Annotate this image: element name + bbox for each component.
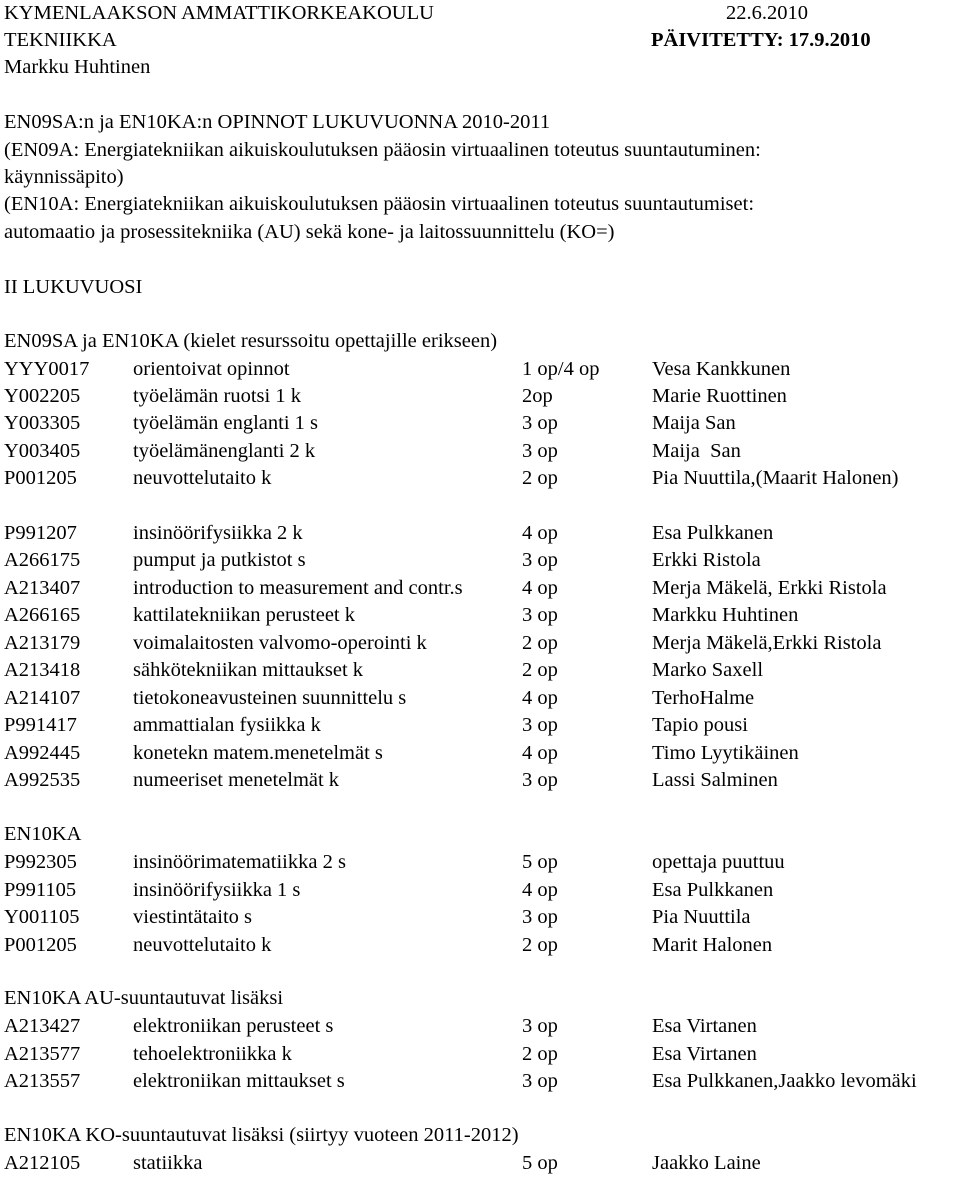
course-code: A266175 — [4, 549, 81, 571]
course-name: elektroniikan perusteet s — [133, 1015, 334, 1037]
course-name: työelämän ruotsi 1 k — [133, 385, 301, 407]
course-teacher: Timo Lyytikäinen — [652, 742, 799, 764]
course-teacher: Esa Virtanen — [652, 1015, 757, 1037]
course-code: A213427 — [4, 1015, 81, 1037]
course-row — [0, 852, 960, 879]
course-teacher: Marko Saxell — [652, 659, 764, 681]
course-name: sähkötekniikan mittaukset k — [133, 659, 364, 681]
course-credits: 4 op — [522, 879, 558, 901]
course-credits: 2 op — [522, 467, 558, 489]
course-code: P992305 — [4, 851, 77, 873]
course-code: P001205 — [4, 467, 77, 489]
course-credits: 2 op — [522, 632, 558, 654]
course-teacher: Esa Pulkkanen — [652, 879, 774, 901]
course-code: Y002205 — [4, 385, 81, 407]
course-code: P991105 — [4, 879, 77, 901]
course-row — [0, 1044, 960, 1071]
course-teacher: Jaakko Laine — [652, 1152, 761, 1174]
course-credits: 3 op — [522, 906, 558, 928]
course-code: P991417 — [4, 714, 77, 736]
course-row — [0, 880, 960, 907]
course-name: työelämän englanti 1 s — [133, 412, 319, 434]
course-name: tietokoneavusteinen suunnittelu s — [133, 687, 407, 709]
course-row — [0, 715, 960, 742]
course-credits: 4 op — [522, 742, 558, 764]
section-heading-ko: EN10KA KO-suuntautuvat lisäksi (siirtyy vuoteen 2011-2012) — [4, 1124, 519, 1146]
course-name: neuvottelutaito k — [133, 934, 272, 956]
course-teacher: Vesa Kankkunen — [652, 358, 791, 380]
course-name: kattilatekniikan perusteet k — [133, 604, 356, 626]
document-date: 22.6.2010 — [726, 2, 808, 24]
course-name: insinöörimatematiikka 2 s — [133, 851, 346, 873]
course-row — [0, 660, 960, 687]
course-code: A213407 — [4, 577, 81, 599]
course-teacher: Erkki Ristola — [652, 549, 761, 571]
updated-date: PÄIVITETTY: 17.9.2010 — [651, 29, 871, 51]
course-credits: 5 op — [522, 851, 558, 873]
course-name: numeeriset menetelmät k — [133, 769, 340, 791]
intro-line-1: (EN09A: Energiatekniikan aikuiskoulutuksen pääosin virtuaalinen toteutus suuntautuminen: — [4, 139, 761, 161]
intro-line-4: automaatio ja prosessitekniika (AU) sekä kone- ja laitossuunnittelu (KO=) — [4, 221, 615, 243]
unit-name: TEKNIIKKA — [4, 29, 117, 51]
intro-line-2: käynnissäpito) — [4, 166, 124, 188]
course-code: A213418 — [4, 659, 81, 681]
course-credits: 3 op — [522, 714, 558, 736]
course-row — [0, 907, 960, 934]
course-credits: 2 op — [522, 1043, 558, 1065]
course-code: P001205 — [4, 934, 77, 956]
course-credits: 3 op — [522, 412, 558, 434]
course-teacher: Esa Virtanen — [652, 1043, 757, 1065]
course-row — [0, 1016, 960, 1043]
course-code: Y003305 — [4, 412, 81, 434]
course-teacher: Esa Pulkkanen,Jaakko levomäki — [652, 1070, 917, 1092]
course-row — [0, 413, 960, 440]
course-credits: 3 op — [522, 1015, 558, 1037]
course-credits: 1 op/4 op — [522, 358, 600, 380]
course-code: A213557 — [4, 1070, 81, 1092]
course-code: A992445 — [4, 742, 81, 764]
course-name: voimalaitosten valvomo-operointi k — [133, 632, 427, 654]
course-teacher: Maija San — [652, 440, 741, 462]
course-credits: 3 op — [522, 1070, 558, 1092]
author-name: Markku Huhtinen — [4, 56, 151, 78]
course-teacher: Pia Nuuttila,(Maarit Halonen) — [652, 467, 899, 489]
course-credits: 5 op — [522, 1152, 558, 1174]
course-row — [0, 633, 960, 660]
course-code: A266165 — [4, 604, 81, 626]
course-code: YYY0017 — [4, 358, 90, 380]
course-row — [0, 605, 960, 632]
course-name: neuvottelutaito k — [133, 467, 272, 489]
course-teacher: Markku Huhtinen — [652, 604, 799, 626]
course-name: konetekn matem.menetelmät s — [133, 742, 383, 764]
course-credits: 4 op — [522, 522, 558, 544]
course-credits: 3 op — [522, 440, 558, 462]
course-code: Y001105 — [4, 906, 80, 928]
course-code: A214107 — [4, 687, 81, 709]
course-row — [0, 935, 960, 962]
course-row — [0, 441, 960, 468]
course-code: A992535 — [4, 769, 81, 791]
course-teacher: Merja Mäkelä, Erkki Ristola — [652, 577, 887, 599]
course-row — [0, 550, 960, 577]
course-row — [0, 688, 960, 715]
intro-line-3: (EN10A: Energiatekniikan aikuiskoulutuksen pääosin virtuaalinen toteutus suuntautumiset: — [4, 193, 755, 215]
section-heading-au: EN10KA AU-suuntautuvat lisäksi — [4, 987, 284, 1009]
year-heading: II LUKUVUOSI — [4, 276, 143, 298]
course-name: tehoelektroniikka k — [133, 1043, 292, 1065]
course-teacher: Marie Ruottinen — [652, 385, 787, 407]
document-title: EN09SA:n ja EN10KA:n OPINNOT LUKUVUONNA 2010-2011 — [4, 111, 551, 133]
course-row — [0, 1071, 960, 1098]
course-credits: 4 op — [522, 577, 558, 599]
course-code: Y003405 — [4, 440, 81, 462]
course-teacher: opettaja puuttuu — [652, 851, 785, 873]
course-credits: 3 op — [522, 769, 558, 791]
org-name: KYMENLAAKSON AMMATTIKORKEAKOULU — [4, 2, 434, 24]
course-name: työelämänenglanti 2 k — [133, 440, 316, 462]
course-row — [0, 770, 960, 797]
course-name: ammattialan fysiikka k — [133, 714, 321, 736]
course-credits: 2 op — [522, 659, 558, 681]
course-teacher: Esa Pulkkanen — [652, 522, 774, 544]
course-name: viestintätaito s — [133, 906, 252, 928]
course-credits: 3 op — [522, 604, 558, 626]
course-code: P991207 — [4, 522, 77, 544]
course-name: introduction to measurement and contr.s — [133, 577, 463, 599]
course-name: pumput ja putkistot s — [133, 549, 306, 571]
course-credits: 4 op — [522, 687, 558, 709]
course-name: insinöörifysiikka 1 s — [133, 879, 301, 901]
course-row — [0, 468, 960, 495]
course-name: orientoivat opinnot — [133, 358, 290, 380]
course-code: A213577 — [4, 1043, 81, 1065]
course-row — [0, 743, 960, 770]
course-teacher: Pia Nuuttila — [652, 906, 751, 928]
course-credits: 2op — [522, 385, 553, 407]
course-teacher: Tapio pousi — [652, 714, 748, 736]
course-row — [0, 386, 960, 413]
course-row — [0, 359, 960, 386]
course-credits: 3 op — [522, 549, 558, 571]
course-name: statiikka — [133, 1152, 203, 1174]
course-teacher: Merja Mäkelä,Erkki Ristola — [652, 632, 882, 654]
course-code: A212105 — [4, 1152, 81, 1174]
section-heading-shared: EN09SA ja EN10KA (kielet resurssoitu opettajille erikseen) — [4, 330, 498, 352]
course-row — [0, 523, 960, 550]
course-name: insinöörifysiikka 2 k — [133, 522, 303, 544]
course-row — [0, 1153, 960, 1180]
course-teacher: TerhoHalme — [652, 687, 755, 709]
course-teacher: Marit Halonen — [652, 934, 773, 956]
course-teacher: Lassi Salminen — [652, 769, 778, 791]
section-heading-en10ka: EN10KA — [4, 823, 82, 845]
course-name: elektroniikan mittaukset s — [133, 1070, 345, 1092]
course-credits: 2 op — [522, 934, 558, 956]
course-teacher: Maija San — [652, 412, 736, 434]
course-row — [0, 578, 960, 605]
course-code: A213179 — [4, 632, 81, 654]
